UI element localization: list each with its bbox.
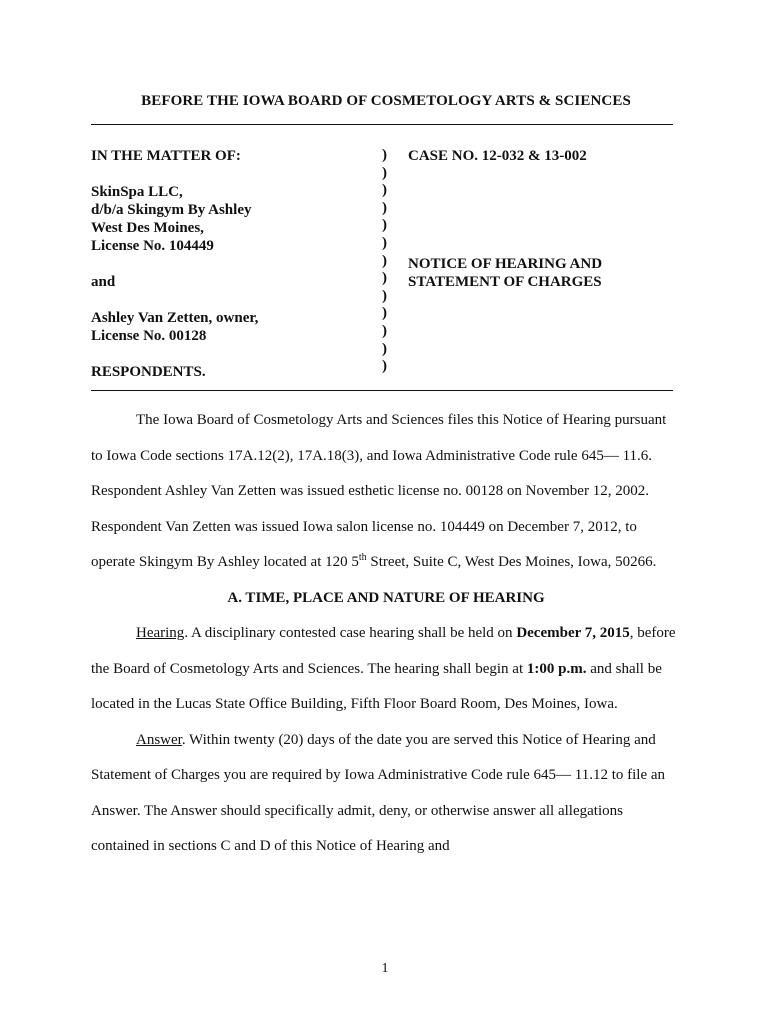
document-title-line2: STATEMENT OF CHARGES <box>408 274 602 290</box>
caption-paren: ) <box>382 252 387 269</box>
caption-party-line: License No. 104449 <box>91 238 214 254</box>
intro-paragraph: The Iowa Board of Cosmetology Arts and Sciences files this Notice of Hearing pursuant to Iowa Code sections 17A.12(2), 17A.18(3), and Iowa Administrative Code rule 645— 11.6. Respondent Ashley Van Zetten was issued esthetic license no. 00128 on November 12, 2002. Respondent Van Zetten was issued Iowa salon license no. 104449 on December 7, 2012, to operate Skingym By Ashley located at 120 5th Street, Suite C, West Des Moines, Iowa, 50266. <box>91 412 667 570</box>
caption-paren: ) <box>382 182 387 199</box>
caption-paren: ) <box>382 217 387 234</box>
section-a-heading: A. TIME, PLACE AND NATURE OF HEARING <box>227 589 545 606</box>
case-number: CASE NO. 12-032 & 13-002 <box>408 148 587 164</box>
caption-paren: ) <box>382 358 387 375</box>
caption-parties <box>91 147 371 381</box>
caption-party-line: d/b/a Skingym By Ashley <box>91 202 252 218</box>
page-number: 1 <box>381 961 389 976</box>
document-body <box>91 403 681 865</box>
caption-paren: ) <box>382 199 387 216</box>
hearing-time: 1:00 p.m. <box>526 660 587 677</box>
case-caption <box>91 147 691 380</box>
document-header-title: BEFORE THE IOWA BOARD OF COSMETOLOGY ARTS & SCIENCES <box>141 93 631 109</box>
caption-party-line: IN THE MATTER OF: <box>91 148 241 164</box>
caption-parentheses <box>382 147 394 376</box>
caption-paren: ) <box>382 322 387 339</box>
document-title-line1: NOTICE OF HEARING AND <box>408 256 603 272</box>
caption-paren: ) <box>382 340 387 357</box>
caption-rule <box>91 390 673 391</box>
caption-paren: ) <box>382 287 387 304</box>
caption-party-line: Ashley Van Zetten, owner, <box>91 310 259 326</box>
caption-party-line: West Des Moines, <box>91 220 204 236</box>
caption-paren: ) <box>382 234 387 251</box>
hearing-label: Hearing <box>136 625 185 641</box>
answer-paragraph: Answer. Within twenty (20) days of the date you are served this Notice of Hearing and Statement of Charges you are required by Iowa Administrative Code rule 645— 11.12 to file an Answer. The Answer should specifically admit, deny, or otherwise answer all allegations contained in sections C and D of this Notice of Hearing and <box>91 731 666 854</box>
caption-party-line: SkinSpa LLC, <box>91 184 183 200</box>
caption-party-line: License No. 00128 <box>91 328 207 344</box>
caption-paren: ) <box>382 164 387 181</box>
caption-paren: ) <box>382 270 387 287</box>
caption-party-line <box>91 345 371 363</box>
caption-party-line <box>91 255 371 273</box>
caption-paren: ) <box>382 147 387 163</box>
caption-party-line <box>91 165 371 183</box>
caption-party-line: RESPONDENTS. <box>91 364 206 380</box>
hearing-date: December 7, 2015 <box>516 625 630 641</box>
caption-party-line: and <box>91 274 116 290</box>
header-rule <box>91 124 673 125</box>
caption-right <box>408 147 668 291</box>
answer-label: Answer <box>136 731 182 748</box>
caption-party-line <box>91 291 371 309</box>
caption-paren: ) <box>382 305 387 322</box>
hearing-paragraph: Hearing. A disciplinary contested case hearing shall be held on December 7, 2015, before the Board of Cosmetology Arts and Sciences. The hearing shall begin at 1:00 p.m. and shall be located in the Lucas State Office Building, Fifth Floor Board Room, Des Moines, Iowa. <box>91 625 676 712</box>
